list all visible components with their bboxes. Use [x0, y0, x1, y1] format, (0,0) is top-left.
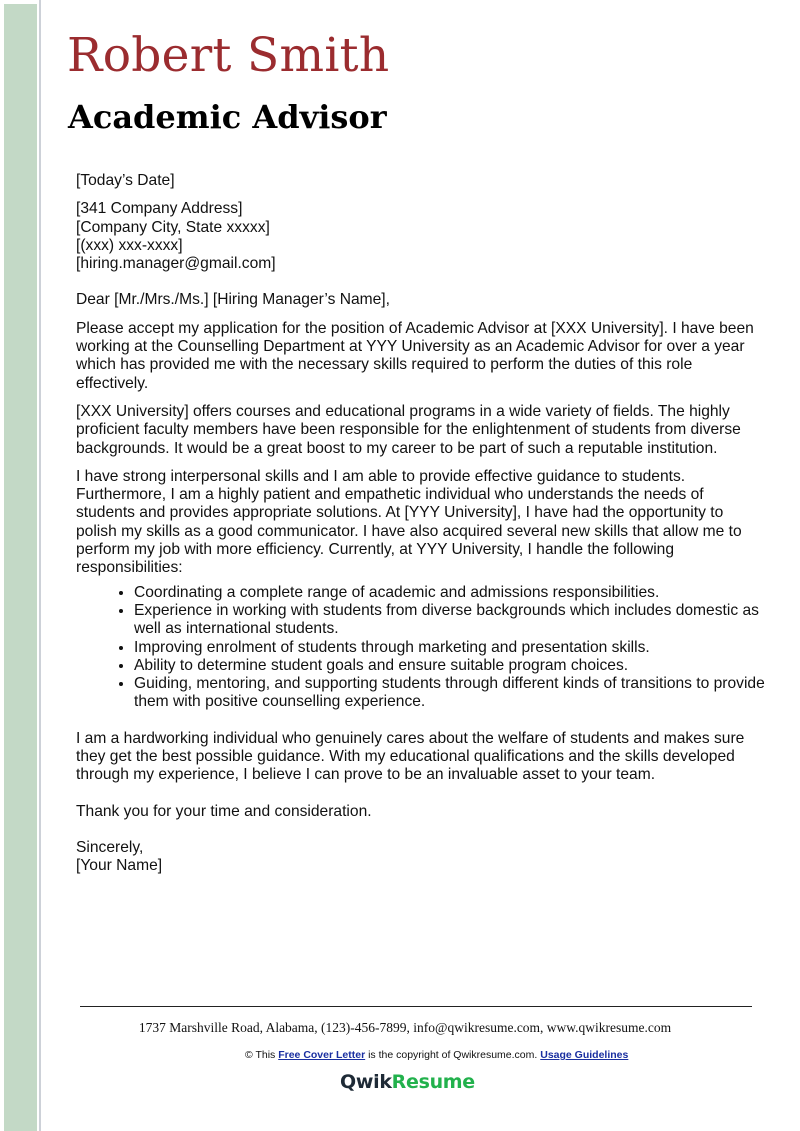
copyright-notice — [245, 1049, 628, 1061]
thanks-line: Thank you for your time and consideration. — [76, 802, 372, 820]
list-item: • Coordinating a complete range of academic and admissions responsibilities. — [134, 584, 766, 602]
recipient-address: [341 Company Address] — [76, 200, 243, 218]
qwikresume-logo[interactable] — [340, 1071, 475, 1093]
footer-divider — [80, 1006, 752, 1007]
paragraph-intro: Please accept my application for the position of Academic Advisor at [XXX University]. I have been working at the Counselling Department at YYY University as an Academic Advisor for over a year which has provided me with the necessary skills required to perform the duties of this role effectively. — [76, 319, 754, 392]
copyright-prefix: © This — [245, 1049, 279, 1061]
logo-text-resume: Resume — [391, 1071, 475, 1093]
signature: [Your Name] — [76, 857, 163, 875]
paragraph-skills: I have strong interpersonal skills and I am able to provide effective guidance to students. Furthermore, I am a highly patient and empathetic individual who understands the needs of students and provides appropriate solutions. At [YYY University], I have had the opportunity to polish my skills as a good communicator. I have also acquired several new skills that allow me to perform my job with more efficiency. Currently, at YYY University, I handle the following responsibilities: — [76, 467, 742, 577]
salutation: Dear [Mr./Mrs./Ms.] [Hiring Manager’s Name], — [76, 291, 390, 309]
job-title: Academic Advisor — [68, 98, 387, 136]
list-item: • Guiding, mentoring, and supporting students through different kinds of transitions to provide them with positive counselling experience. — [134, 675, 766, 712]
copyright-middle: is the copyright of Qwikresume.com. — [365, 1049, 541, 1061]
recipient-email: [hiring.manager@gmail.com] — [76, 255, 276, 273]
list-item: • Improving enrolment of students through marketing and presentation skills. — [134, 639, 766, 657]
paragraph-university: [XXX University] offers courses and educational programs in a wide variety of fields. The highly proficient faculty members have been responsible for the enlightenment of students from diverse backgrounds. It would be a great boost to my career to be part of such a reputable institution. — [76, 402, 741, 457]
recipient-block — [76, 200, 766, 273]
recipient-phone: [(xxx) xxx-xxxx] — [76, 236, 183, 254]
paragraph-closing: I am a hardworking individual who genuinely cares about the welfare of students and makes sure they get the best possible guidance. With my educational qualifications and the skills developed through my experience, I believe I can prove to be an invaluable asset to your team. — [76, 729, 745, 784]
list-item: • Ability to determine student goals and ensure suitable program choices. — [134, 657, 766, 675]
sign-off: Sincerely, — [76, 838, 144, 856]
sidebar-divider-line — [39, 0, 41, 1131]
free-cover-letter-link[interactable]: Free Cover Letter — [278, 1049, 366, 1061]
responsibilities-list — [76, 584, 766, 712]
footer-address: 1737 Marshville Road, Alabama, (123)-456-7899, info@qwikresume.com, www.qwikresume.com — [138, 1020, 672, 1035]
applicant-name: Robert Smith — [67, 28, 390, 83]
list-item: • Experience in working with students from diverse backgrounds which includes domestic as well as international students. — [134, 602, 766, 639]
usage-guidelines-link[interactable]: Usage Guidelines — [540, 1049, 629, 1061]
letter-body — [76, 172, 766, 876]
recipient-city-state: [Company City, State xxxxx] — [76, 218, 270, 236]
letter-date: [Today’s Date] — [76, 172, 175, 189]
logo-text-qwik: Qwik — [340, 1071, 392, 1093]
sidebar-accent-bar — [4, 4, 37, 1131]
